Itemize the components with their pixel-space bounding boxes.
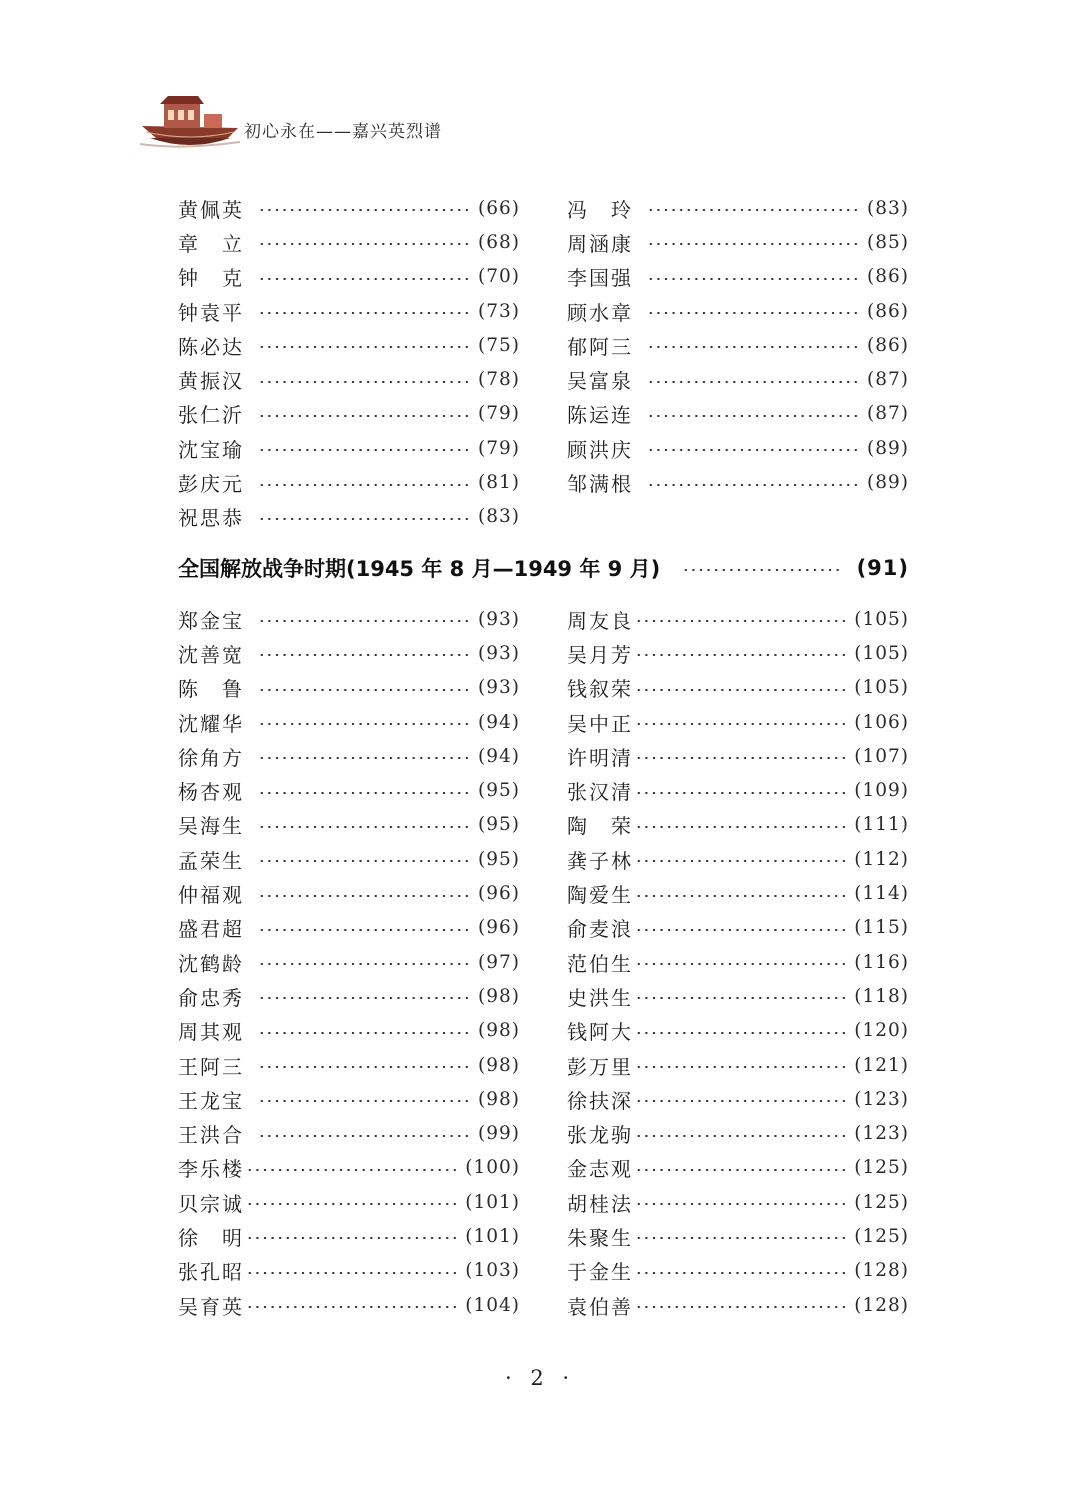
entry-name: 陈必达: [178, 334, 244, 359]
entry-page: (128): [854, 1260, 909, 1282]
entry-page: (66): [478, 197, 520, 219]
entry-name: 盛君超: [178, 917, 244, 942]
entry-name: 王洪合: [178, 1123, 244, 1148]
toc-entry[interactable]: [567, 1288, 909, 1322]
dot-leader: [258, 484, 470, 486]
toc-entry[interactable]: [567, 911, 909, 945]
entry-name: 俞忠秀: [178, 985, 244, 1010]
entry-name: 胡桂法: [567, 1191, 633, 1216]
toc-entry[interactable]: [567, 808, 909, 842]
toc-entry[interactable]: [178, 294, 520, 328]
toc-entry[interactable]: [567, 328, 909, 362]
entry-page: (112): [854, 848, 909, 870]
toc-entry[interactable]: [567, 431, 909, 465]
entry-page: (68): [478, 231, 520, 253]
dot-leader: [635, 757, 846, 759]
entry-name: 袁伯善: [567, 1294, 633, 1319]
entry-name: 张龙驹: [567, 1123, 633, 1148]
section-page: (91): [856, 556, 909, 580]
toc-entry[interactable]: [567, 739, 909, 773]
entry-page: (116): [854, 951, 909, 973]
toc-entry[interactable]: [567, 362, 909, 396]
dot-leader: [258, 243, 470, 245]
entry-name: 沈耀华: [178, 711, 244, 736]
toc-entry[interactable]: [178, 602, 520, 636]
entry-page: (86): [867, 334, 909, 356]
toc-entry[interactable]: [178, 328, 520, 362]
entry-name: 陶爱生: [567, 883, 633, 908]
entry-page: (89): [867, 437, 909, 459]
entry-name: 钟 克: [178, 266, 244, 291]
dot-leader: [635, 1272, 846, 1274]
entry-name: 龚子林: [567, 848, 633, 873]
entry-page: (107): [854, 745, 909, 767]
dot-leader: [258, 415, 470, 417]
dot-leader: [246, 1237, 457, 1239]
toc-entry[interactable]: [178, 260, 520, 294]
dot-leader: [647, 381, 859, 383]
toc-entry[interactable]: [567, 294, 909, 328]
entry-page: (97): [478, 951, 520, 973]
toc-entry[interactable]: [567, 979, 909, 1013]
entry-page: (95): [478, 780, 520, 802]
entry-page: (75): [478, 334, 520, 356]
entry-page: (94): [478, 745, 520, 767]
toc-entry[interactable]: [567, 1219, 909, 1253]
entry-page: (103): [465, 1260, 520, 1282]
entry-name: 金志观: [567, 1157, 633, 1182]
dot-leader: [635, 620, 846, 622]
entry-name: 顾洪庆: [567, 437, 633, 462]
toc-entry[interactable]: [178, 739, 520, 773]
dot-leader: [258, 792, 470, 794]
entry-page: (85): [867, 231, 909, 253]
entry-page: (105): [854, 677, 909, 699]
toc-entry[interactable]: [567, 1151, 909, 1185]
entry-page: (114): [854, 883, 909, 905]
dot-leader: [635, 1237, 846, 1239]
dot-leader: [258, 381, 470, 383]
entry-page: (101): [465, 1225, 520, 1247]
toc-entry[interactable]: [178, 945, 520, 979]
toc-entry[interactable]: [178, 911, 520, 945]
entry-name: 史洪生: [567, 985, 633, 1010]
entry-name: 俞麦浪: [567, 917, 633, 942]
entry-name: 仲福观: [178, 883, 244, 908]
entry-page: (98): [478, 1020, 520, 1042]
entry-page: (109): [854, 780, 909, 802]
entry-name: 郁阿三: [567, 334, 633, 359]
entry-name: 吴富泉: [567, 369, 633, 394]
toc-entry[interactable]: [567, 225, 909, 259]
toc-column-section2-left: [178, 602, 520, 1322]
dot-leader: [635, 1306, 846, 1308]
dot-leader: [635, 826, 846, 828]
entry-page: (105): [854, 642, 909, 664]
dot-leader: [246, 1203, 457, 1205]
dot-leader: [258, 518, 470, 520]
entry-name: 孟荣生: [178, 848, 244, 873]
entry-name: 徐扶深: [567, 1088, 633, 1113]
entry-page: (83): [478, 506, 520, 528]
dot-leader: [246, 1272, 457, 1274]
entry-name: 冯 玲: [567, 197, 633, 222]
dot-leader: [647, 243, 859, 245]
dot-leader: [647, 449, 859, 451]
dot-leader: [246, 1169, 457, 1171]
entry-page: (99): [478, 1123, 520, 1145]
toc-entry[interactable]: [567, 1014, 909, 1048]
entry-name: 李国强: [567, 266, 633, 291]
toc-entry[interactable]: [178, 362, 520, 396]
dot-leader: [258, 860, 470, 862]
entry-name: 李乐楼: [178, 1157, 244, 1182]
toc-entry[interactable]: [178, 705, 520, 739]
dot-leader: [258, 723, 470, 725]
entry-name: 沈善宽: [178, 642, 244, 667]
entry-name: 吴海生: [178, 814, 244, 839]
dot-leader: [647, 312, 859, 314]
toc-entry[interactable]: [567, 842, 909, 876]
entry-page: (123): [854, 1123, 909, 1145]
entry-name: 钱阿大: [567, 1020, 633, 1045]
dot-leader: [258, 1135, 470, 1137]
dot-leader: [635, 895, 846, 897]
entry-name: 张汉清: [567, 780, 633, 805]
entry-page: (79): [478, 437, 520, 459]
toc-entry[interactable]: [178, 431, 520, 465]
section-heading[interactable]: [178, 547, 909, 589]
entry-name: 朱聚生: [567, 1225, 633, 1250]
toc-entry[interactable]: [567, 1082, 909, 1116]
dot-leader: [258, 895, 470, 897]
dot-leader: [635, 1066, 846, 1068]
toc-entry[interactable]: [178, 636, 520, 670]
toc-entry[interactable]: [178, 1288, 520, 1322]
dot-leader: [635, 1203, 846, 1205]
page-number: · 2 ·: [504, 1366, 576, 1390]
entry-name: 黄佩英: [178, 197, 244, 222]
entry-page: (93): [478, 677, 520, 699]
entry-name: 彭万里: [567, 1054, 633, 1079]
toc-entry[interactable]: [567, 1048, 909, 1082]
toc-entry[interactable]: [567, 705, 909, 739]
entry-page: (118): [854, 985, 909, 1007]
entry-page: (104): [465, 1294, 520, 1316]
toc-entry[interactable]: [178, 876, 520, 910]
toc-entry[interactable]: [178, 191, 520, 225]
toc-entry[interactable]: [567, 1116, 909, 1150]
entry-page: (106): [854, 711, 909, 733]
toc-column-section1-right: [567, 191, 909, 500]
toc-entry[interactable]: [567, 773, 909, 807]
dot-leader: [258, 1032, 470, 1034]
dot-leader: [258, 346, 470, 348]
toc-entry[interactable]: [567, 397, 909, 431]
section-title: 全国解放战争时期(1945 年 8 月—1949 年 9 月): [178, 557, 661, 581]
toc-entry[interactable]: [178, 979, 520, 1013]
toc-entry[interactable]: [178, 225, 520, 259]
dot-leader: [635, 792, 846, 794]
entry-page: (128): [854, 1294, 909, 1316]
dot-leader: [258, 757, 470, 759]
entry-name: 贝宗诚: [178, 1191, 244, 1216]
toc-entry[interactable]: [567, 876, 909, 910]
entry-name: 顾水章: [567, 300, 633, 325]
toc-entry[interactable]: [567, 636, 909, 670]
entry-name: 陈 鲁: [178, 677, 244, 702]
entry-page: (121): [854, 1054, 909, 1076]
entry-name: 徐角方: [178, 745, 244, 770]
dot-leader: [258, 929, 470, 931]
entry-name: 郑金宝: [178, 608, 244, 633]
toc-entry[interactable]: [567, 671, 909, 705]
entry-name: 张孔昭: [178, 1260, 244, 1285]
entry-name: 周友良: [567, 608, 633, 633]
book-title: 初心永在——嘉兴英烈谱: [244, 122, 442, 142]
dot-leader: [647, 346, 859, 348]
entry-page: (120): [854, 1020, 909, 1042]
dot-leader: [635, 997, 846, 999]
entry-page: (93): [478, 642, 520, 664]
running-header: [140, 92, 560, 162]
entry-page: (123): [854, 1088, 909, 1110]
dot-leader: [258, 312, 470, 314]
dot-leader: [258, 278, 470, 280]
entry-name: 王阿三: [178, 1054, 244, 1079]
dot-leader: [258, 654, 470, 656]
dot-leader: [635, 860, 846, 862]
toc-entry[interactable]: [178, 1254, 520, 1288]
toc-entry[interactable]: [567, 602, 909, 636]
red-boat-icon: [140, 92, 240, 154]
entry-page: (101): [465, 1191, 520, 1213]
toc-entry[interactable]: [178, 773, 520, 807]
toc-entry[interactable]: [567, 1185, 909, 1219]
entry-name: 沈鹤龄: [178, 951, 244, 976]
entry-page: (87): [867, 403, 909, 425]
toc-entry[interactable]: [178, 842, 520, 876]
entry-page: (79): [478, 403, 520, 425]
dot-leader: [647, 484, 859, 486]
dot-leader: [258, 1100, 470, 1102]
toc-entry[interactable]: [567, 260, 909, 294]
entry-name: 张仁沂: [178, 403, 244, 428]
entry-name: 徐 明: [178, 1225, 244, 1250]
dot-leader: [258, 963, 470, 965]
toc-entry[interactable]: [567, 191, 909, 225]
entry-page: (81): [478, 472, 520, 494]
dot-leader: [258, 1066, 470, 1068]
dot-leader: [635, 963, 846, 965]
entry-name: 邹满根: [567, 472, 633, 497]
entry-page: (73): [478, 300, 520, 322]
toc-entry[interactable]: [178, 1082, 520, 1116]
dot-leader: [258, 997, 470, 999]
entry-page: (125): [854, 1225, 909, 1247]
dot-leader: [258, 209, 470, 211]
entry-page: (96): [478, 917, 520, 939]
entry-page: (95): [478, 848, 520, 870]
dot-leader: [258, 449, 470, 451]
toc-column-section2-right: [567, 602, 909, 1322]
toc-entry[interactable]: [178, 1151, 520, 1185]
entry-page: (78): [478, 369, 520, 391]
toc-entry[interactable]: [178, 1185, 520, 1219]
entry-name: 周其观: [178, 1020, 244, 1045]
entry-page: (86): [867, 266, 909, 288]
entry-page: (115): [854, 917, 909, 939]
dot-leader: [635, 929, 846, 931]
entry-page: (93): [478, 608, 520, 630]
dot-leader: [635, 654, 846, 656]
entry-name: 章 立: [178, 231, 244, 256]
entry-name: 范伯生: [567, 951, 633, 976]
entry-page: (94): [478, 711, 520, 733]
dot-leader: [246, 1306, 457, 1308]
toc-entry[interactable]: [178, 465, 520, 499]
dot-leader: [635, 723, 846, 725]
dot-leader: [682, 569, 842, 571]
toc-column-section1-left: [178, 191, 520, 534]
entry-page: (86): [867, 300, 909, 322]
entry-page: (105): [854, 608, 909, 630]
entry-name: 陈运连: [567, 403, 633, 428]
entry-page: (125): [854, 1157, 909, 1179]
entry-page: (96): [478, 883, 520, 905]
entry-name: 周涵康: [567, 231, 633, 256]
toc-entry[interactable]: [178, 1014, 520, 1048]
toc-entry[interactable]: [178, 1219, 520, 1253]
dot-leader: [635, 1100, 846, 1102]
toc-entry[interactable]: [178, 1116, 520, 1150]
toc-entry[interactable]: [178, 500, 520, 534]
dot-leader: [258, 689, 470, 691]
toc-entry[interactable]: [178, 397, 520, 431]
entry-name: 吴育英: [178, 1294, 244, 1319]
dot-leader: [647, 415, 859, 417]
entry-page: (98): [478, 1054, 520, 1076]
entry-page: (83): [867, 197, 909, 219]
entry-page: (98): [478, 1088, 520, 1110]
entry-name: 沈宝瑜: [178, 437, 244, 462]
entry-page: (98): [478, 985, 520, 1007]
entry-page: (89): [867, 472, 909, 494]
entry-page: (100): [465, 1157, 520, 1179]
entry-name: 钱叙荣: [567, 677, 633, 702]
entry-name: 陶 荣: [567, 814, 633, 839]
entry-page: (70): [478, 266, 520, 288]
toc-entry[interactable]: [178, 1048, 520, 1082]
toc-entry[interactable]: [178, 671, 520, 705]
entry-page: (125): [854, 1191, 909, 1213]
dot-leader: [647, 209, 859, 211]
entry-page: (95): [478, 814, 520, 836]
entry-name: 祝思恭: [178, 506, 244, 531]
dot-leader: [635, 1032, 846, 1034]
toc-entry[interactable]: [178, 808, 520, 842]
dot-leader: [258, 620, 470, 622]
entry-name: 于金生: [567, 1260, 633, 1285]
dot-leader: [647, 278, 859, 280]
entry-name: 杨杏观: [178, 780, 244, 805]
entry-page: (87): [867, 369, 909, 391]
dot-leader: [635, 689, 846, 691]
toc-entry[interactable]: [567, 1254, 909, 1288]
entry-name: 王龙宝: [178, 1088, 244, 1113]
dot-leader: [635, 1135, 846, 1137]
entry-name: 许明清: [567, 745, 633, 770]
dot-leader: [635, 1169, 846, 1171]
entry-name: 彭庆元: [178, 472, 244, 497]
entry-name: 吴月芳: [567, 642, 633, 667]
toc-entry[interactable]: [567, 465, 909, 499]
dot-leader: [258, 826, 470, 828]
entry-name: 钟袁平: [178, 300, 244, 325]
entry-page: (111): [854, 814, 909, 836]
entry-name: 吴中正: [567, 711, 633, 736]
entry-name: 黄振汉: [178, 369, 244, 394]
toc-entry[interactable]: [567, 945, 909, 979]
